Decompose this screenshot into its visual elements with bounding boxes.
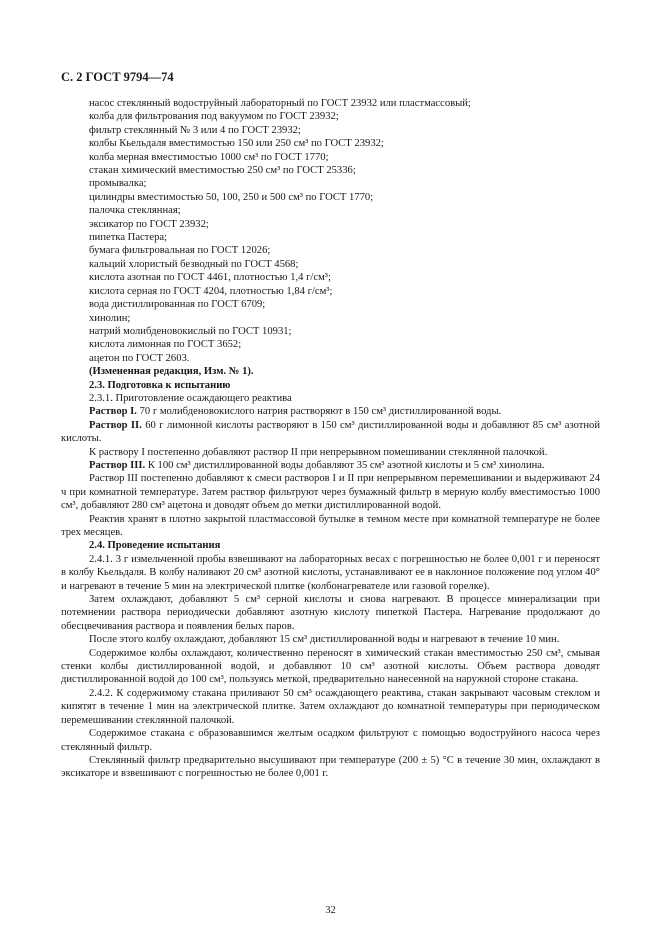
subsection-2-4-2: 2.4.2. К содержимому стакана приливают 50 см³ осаждающего реактива, стакан закрывают часовым стеклом и кипятят в течение 1 мин на электрической плитке. Затем охлаждают до комнатной температуры при периодическом перемешивании стеклянной палочкой. [61, 687, 600, 726]
solution-3-paragraph [61, 459, 600, 472]
section-2-4-title: 2.4. Проведение испытания [89, 540, 221, 552]
equipment-item: кислота серная по ГОСТ 4204, плотностью 1,84 г/см³; [89, 285, 333, 297]
equipment-item: кислота лимонная по ГОСТ 3652; [89, 339, 242, 351]
equipment-item: вода дистиллированная по ГОСТ 6709; [89, 299, 266, 311]
equipment-item: цилиндры вместимостью 50, 100, 250 и 500 см³ по ГОСТ 1770; [89, 191, 374, 203]
equipment-item: колба мерная вместимостью 1000 см³ по ГОСТ 1770; [89, 151, 329, 163]
equipment-item: натрий молибденовокислый по ГОСТ 10931; [89, 325, 292, 337]
equipment-item: промывалка; [89, 178, 147, 190]
revision-note: (Измененная редакция, Изм. № 1). [89, 366, 254, 378]
equipment-item: стакан химический вместимостью 250 см³ по ГОСТ 25336; [89, 165, 356, 177]
page-number: 32 [325, 905, 336, 916]
equipment-item: колба для фильтрования под вакуумом по ГОСТ 23932; [89, 111, 339, 123]
equipment-item: хинолин; [89, 312, 131, 324]
solution-2-text: 60 г лимонной кислоты растворяют в 150 см³ дистиллированной воды и добавляют 85 см³ азотной кислоты. [61, 419, 601, 445]
equipment-item: палочка стеклянная; [89, 205, 181, 217]
solution-1-label: Раствор I. [89, 406, 137, 418]
equipment-item: эксикатор по ГОСТ 23932; [89, 218, 209, 230]
drying-paragraph: Стеклянный фильтр предварительно высушивают при температуре (200 ± 5) °С в течение 30 мин, охлаждают в эксикаторе и взвешивают с погрешностью не более 0,001 г. [61, 754, 600, 780]
document-body [61, 97, 600, 781]
equipment-item: кислота азотная по ГОСТ 4461, плотностью 1,4 г/см³; [89, 272, 331, 284]
mixing-paragraph: К раствору I постепенно добавляют раствор II при непрерывном помешивании стеклянной палочкой. [89, 446, 548, 458]
cooling-paragraph: Затем охлаждают, добавляют 5 см³ серной кислоты и снова нагревают. В процессе минерализации при потемнении раствора периодически добавляют азотную кислоту пипеткой Пастера. Нагревание продолжают до обесцвечивания раствора и появления белых паров. [61, 594, 600, 632]
filtering-paragraph: Содержимое стакана с образовавшимся желтым осадком фильтруют с помощью водоструйного насоса через стеклянный фильтр. [61, 728, 600, 753]
solution-1-paragraph [61, 405, 600, 418]
solution-3-text: К 100 см³ дистиллированной воды добавляют 35 см³ азотной кислоты и 5 см³ хинолина. [145, 459, 545, 471]
solution-2-label: Раствор II. [89, 419, 142, 431]
solution-1-text: 70 г молибденовокислого натрия растворяют в 150 см³ дистиллированной воды. [136, 406, 502, 418]
equipment-item: фильтр стеклянный № 3 или 4 по ГОСТ 23932; [89, 124, 301, 136]
solution-2-paragraph [61, 419, 600, 446]
page-header: С. 2 ГОСТ 9794—74 [61, 70, 174, 84]
equipment-item: бумага фильтровальная по ГОСТ 12026; [89, 245, 271, 257]
section-2-3-title: 2.3. Подготовка к испытанию [89, 379, 231, 391]
storage-paragraph: Реактив хранят в плотно закрытой пластмассовой бутылке в темном месте при комнатной температуре не более трех месяцев. [61, 513, 600, 538]
solution-3-addition-paragraph: Раствор III постепенно добавляют к смеси растворов I и II при непрерывном перемешивании и выдерживают 24 ч при комнатной температуре. Затем раствор фильтруют через бумажный фильтр в мерную колбу вместимостью 1000 см³, добавляют 280 см³ ацетона и доводят объем до метки дистиллированной водой. [61, 473, 600, 512]
equipment-item: колбы Кьельдаля вместимостью 150 или 250 см³ по ГОСТ 23932; [89, 138, 384, 150]
solution-3-label: Раствор III. [89, 459, 146, 471]
equipment-list [61, 97, 600, 365]
equipment-item: насос стеклянный водоструйный лабораторный по ГОСТ 23932 или пластмассовый; [89, 98, 471, 109]
equipment-item: ацетон по ГОСТ 2603. [89, 352, 190, 364]
subsection-2-3-1: 2.3.1. Приготовление осаждающего реактива [89, 392, 292, 404]
equipment-item: кальций хлористый безводный по ГОСТ 4568; [89, 258, 299, 270]
subsection-2-4-1: 2.4.1. 3 г измельченной пробы взвешивают на лабораторных весах с погрешностью не более 0,001 г и переносят в колбу Кьельдаля. В колбу наливают 20 см³ азотной кислоты, устанавливают ее в наклонное положение под углом 40° и нагревают в течение 5 мин на электрической плитке (колбонагревателе или газовой горелке). [61, 553, 600, 592]
after-cooling-paragraph: После этого колбу охлаждают, добавляют 15 см³ дистиллированной воды и нагревают в течение 10 мин. [89, 634, 560, 646]
equipment-item: пипетка Пастера; [89, 232, 168, 244]
flask-content-paragraph: Содержимое колбы охлаждают, количественно переносят в химический стакан вместимостью 250 см³, смывая стенки колбы дистиллированной водой, и добавляют 10 см³ азотной кислоты. Объем раствора доводят дистиллированной водой до 100 см³, пользуясь меткой, предварительно нанесенной на наружной стороне стакана. [61, 647, 600, 686]
